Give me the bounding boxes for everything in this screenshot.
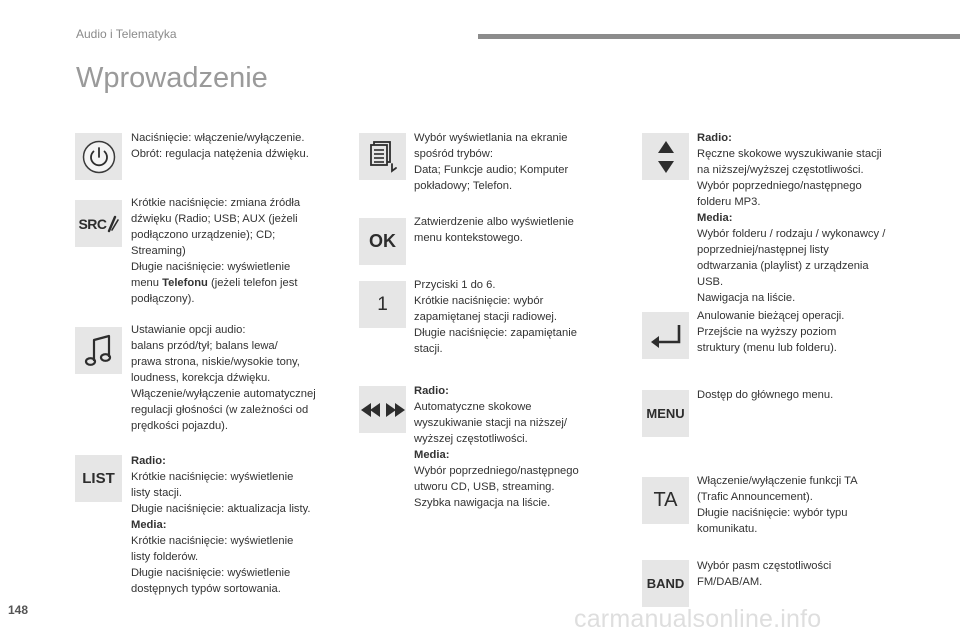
band-label: BAND [646,576,685,591]
text-line: struktury (menu lub folderu). [697,342,837,354]
text-line: wyższej częstotliwości. [414,433,528,445]
text-line: prędkości pojazdu). [131,420,229,432]
up-down-description [697,130,885,306]
page-number: 148 [8,603,29,617]
seek-arrows-icon [361,402,405,418]
text-line: poprzedniej/następnej listy [697,244,829,256]
text-line: Wybór poprzedniego/następnego [697,180,862,192]
up-down-arrows-icon [657,140,675,174]
text-line: Długie naciśnięcie: aktualizacja listy. [131,503,311,515]
text-line: Krótkie naciśnięcie: wyświetlenie [131,471,294,483]
preset-label: 1 [377,293,388,315]
text-line: Włączenie/wyłączenie automatycznej [131,388,316,400]
text-line: menu kontekstowego. [414,232,523,244]
text-line [131,275,300,291]
text-line: Anulowanie bieżącej operacji. [697,310,845,322]
text-line: Ręczne skokowe wyszukiwanie stacji [697,148,882,160]
text-line: Ustawianie opcji audio: [131,324,246,336]
ok-button-icon-box [359,218,406,265]
power-description [131,130,309,162]
text-line: Naciśnięcie: włączenie/wyłączenie. [131,132,305,144]
radio-heading: Radio: [697,132,732,144]
text-line: dostępnych typów sortowania. [131,583,281,595]
band-description [697,558,831,590]
back-arrow-icon [649,322,683,350]
audio-settings-icon-box [75,327,122,374]
ok-description [414,214,574,246]
watermark: carmanualsonline.info [574,605,822,633]
text-line: Wybór folderu / rodzaju / wykonawcy / [697,228,886,240]
radio-heading: Radio: [414,385,449,397]
text-line: wyszukiwanie stacji na niższej/ [414,417,567,429]
back-button-icon-box [642,312,689,359]
text-line: Włączenie/wyłączenie funkcji TA [697,475,858,487]
text-line: Zatwierdzenie albo wyświetlenie [414,216,574,228]
text-line: odtwarzania (playlist) z urządzenia [697,260,869,272]
media-heading: Media: [697,212,733,224]
ta-label: TA [653,489,678,511]
text-line: Wybór wyświetlania na ekranie [414,132,568,144]
text-line: Długie naciśnięcie: wybór typu [697,507,848,519]
text-line: Wybór pasm częstotliwości [697,560,832,572]
text-line: na niższej/wyższej częstotliwości. [697,164,864,176]
phone-slash-icon [107,215,119,233]
text-line: Długie naciśnięcie: wyświetlenie [131,261,291,273]
section-title: Audio i Telematyka [76,27,177,41]
menu-label: MENU [646,406,685,421]
menu-button-icon-box [642,390,689,437]
menu-description [697,387,833,403]
list-description [131,453,311,597]
text-bold: Telefonu [162,277,208,289]
header-bar [478,34,960,39]
ta-button-icon-box [642,477,689,524]
text-line: Długie naciśnięcie: wyświetlenie [131,567,291,579]
text-line: Streaming) [131,245,186,257]
music-note-icon [84,333,114,369]
preset-button-icon-box [359,281,406,328]
text-line: utworu CD, USB, streaming. [414,481,555,493]
text-line: Dostęp do głównego menu. [697,389,834,401]
text-line: Szybka nawigacja na liście. [414,497,551,509]
text-line: listy folderów. [131,551,199,563]
text-line: Wybór poprzedniego/następnego [414,465,579,477]
text-line: Data; Funkcje audio; Komputer [414,164,569,176]
text-line: FM/DAB/AM. [697,576,763,588]
back-description [697,308,844,356]
text-line: loudness, korekcja dźwięku. [131,372,271,384]
ok-label: OK [369,231,396,251]
media-heading: Media: [131,519,167,531]
text-line: Długie naciśnięcie: zapamiętanie [414,327,577,339]
text-line: Nawigacja na liście. [697,292,796,304]
text-fragment: menu [131,277,163,289]
text-line: prawa strona, niskie/wysokie tony, [131,356,300,368]
ta-description [697,473,858,537]
text-line: podłączony). [131,293,195,305]
seek-button-icon-box [359,386,406,433]
text-line: spośród trybów: [414,148,493,160]
text-line: listy stacji. [131,487,182,499]
media-heading: Media: [414,449,450,461]
text-line: Obrót: regulacja natężenia dźwięku. [131,148,309,160]
text-line: stacji. [414,343,443,355]
radio-heading: Radio: [131,455,166,467]
text-line: Przejście na wyższy poziom [697,326,837,338]
list-label: LIST [82,470,115,487]
text-line: zapamiętanej stacji radiowej. [414,311,558,323]
band-button-icon-box [642,560,689,607]
text-line: Krótkie naciśnięcie: wyświetlenie [131,535,294,547]
src-label: SRC [78,215,107,232]
power-icon [82,140,116,174]
text-line: komunikatu. [697,523,758,535]
presets-description [414,277,577,357]
text-line: Przyciski 1 do 6. [414,279,496,291]
text-line: (Trafic Announcement). [697,491,813,503]
text-line: Krótkie naciśnięcie: zmiana źródła [131,197,301,209]
display-mode-description [414,130,568,194]
text-line: dźwięku (Radio; USB; AUX (jeżeli [131,213,298,225]
text-line: USB. [697,276,724,288]
text-fragment: (jeżeli telefon jest [207,277,298,289]
display-mode-icon-box [359,133,406,180]
audio-settings-description [131,322,316,434]
seek-description [414,383,579,511]
power-button-icon-box [75,133,122,180]
list-button-icon-box [75,455,122,502]
up-down-button-icon-box [642,133,689,180]
page-title: Wprowadzenie [76,62,268,94]
text-line: regulacji głośności (w zależności od [131,404,309,416]
src-button-icon-box [75,200,122,247]
src-description [131,195,300,307]
text-line: balans przód/tył; balans lewa/ [131,340,278,352]
text-line: podłączono urządzenie); CD; [131,229,276,241]
text-line: Krótkie naciśnięcie: wybór [414,295,544,307]
text-line: pokładowy; Telefon. [414,180,513,192]
text-line: folderu MP3. [697,196,761,208]
text-line: Automatyczne skokowe [414,401,532,413]
display-mode-icon [368,140,398,174]
